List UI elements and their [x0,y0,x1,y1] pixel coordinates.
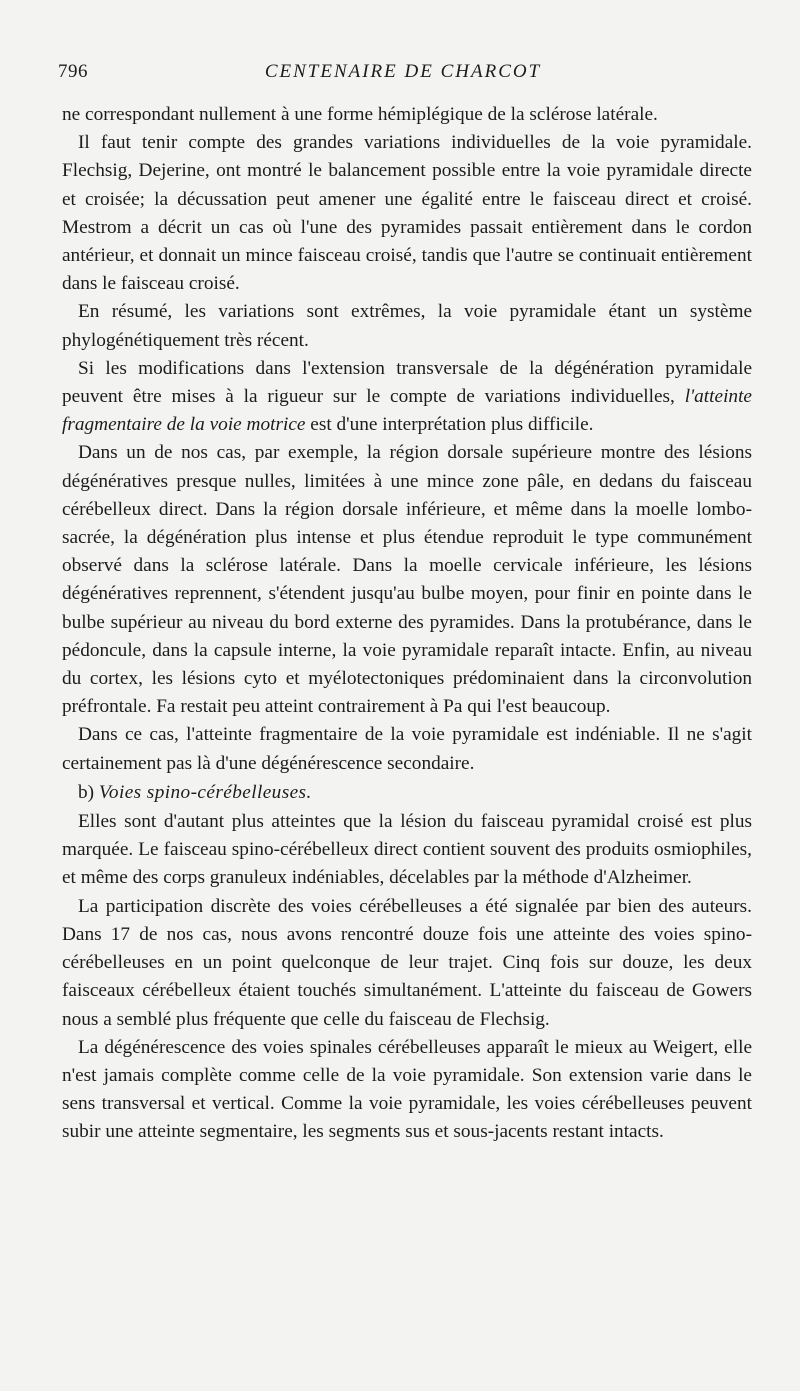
paragraph: Elles sont d'autant plus atteintes que la lésion du faisceau pyramidal croisé est plus marquée. Le faisceau spino-cérébelleux direct contient souvent des produits osmiophiles, et même des corps granuleux indéniables, décelables par la méthode d'Alzheimer. [62,811,752,889]
paragraph [62,355,752,440]
running-title: CENTENAIRE DE CHARCOT [264,61,542,82]
page-number: 796 [58,61,88,82]
paragraph: Dans un de nos cas, par exemple, la région dorsale supérieure montre des lésions dégénératives presque nulles, limitées à une mince zone pâle, en dedans du faisceau cérébelleux direct. Dans la région dorsale inférieure, et même dans la moelle lombo-sacrée, la dégénération plus intense et plus étendue reproduit le type communément observé dans la sclérose latérale. Dans la moelle cervicale inférieure, les lésions dégénératives reprennent, s'étendent jusqu'au bulbe moyen, pour finir en pointe dans le bulbe supérieur au niveau du bord externe des pyramides. Dans la protubérance, dans le pédoncule, dans la capsule interne, la voie pyramidale reparaît intacte. Enfin, au niveau du cortex, les lésions cyto et myélotectoniques prédominaient dans la circonvolution préfrontale. Fa restait peu atteint contrairement à Pa qui l'est beaucoup. [62,442,752,718]
paragraph: Il faut tenir compte des grandes variations individuelles de la voie pyramidale. Flechsig, Dejerine, ont montré le balancement possible entre la voie pyramidale directe et croisée; la décussation peut amener une égalité entre le faisceau direct et croisé. Mestrom a décrit un cas où l'une des pyramides passait entièrement dans le cordon antérieur, et donnait un mince faisceau croisé, tandis que l'autre se continuait entièrement dans le faisceau croisé. [62,132,752,295]
body-text [62,101,752,1147]
page-header [58,60,748,84]
italic-phrase: l'atteinte fragmentaire de la voie motrice [62,386,752,436]
paragraph: La participation discrète des voies cérébelleuses a été signalée par bien des auteurs. Dans 17 de nos cas, nous avons rencontré douze fois une atteinte des voies spino-cérébelleuses en un point quelconque de leur trajet. Cinq fois sur douze, les deux faisceaux cérébelleux étaient touchés simultanément. L'atteinte du faisceau de Gowers nous a semblé plus fréquente que celle du faisceau de Flechsig. [62,895,752,1030]
section-heading [62,779,752,807]
paragraph: Dans ce cas, l'atteinte fragmentaire de la voie pyramidale est indéniable. Il ne s'agit certainement pas là d'une dégénérescence secondaire. [62,724,752,774]
section-letter: b) [78,781,99,803]
section-title: Voies spino-cérébelleuses. [98,781,312,803]
paragraph: La dégénérescence des voies spinales cérébelleuses apparaît le mieux au Weigert, elle n'est jamais complète comme celle de la voie pyramidale. Son extension varie dans le sens transversal et vertical. Comme la voie pyramidale, les voies cérébelleuses peuvent subir une atteinte segmentaire, les segments sus et sous-jacents restant intacts. [62,1036,752,1143]
paragraph-text: Si les modifications dans l'extension transversale de la dégénération pyramidale peuvent être mises à la rigueur sur le compte de variations individuelles, [62,357,752,408]
paragraph: ne correspondant nullement à une forme hémiplégique de la sclérose latérale. [62,104,658,125]
paragraph-text: est d'une interprétation plus difficile. [305,414,594,436]
paragraph: En résumé, les variations sont extrêmes, la voie pyramidale étant un système phylogénétiquement très récent. [62,301,752,351]
